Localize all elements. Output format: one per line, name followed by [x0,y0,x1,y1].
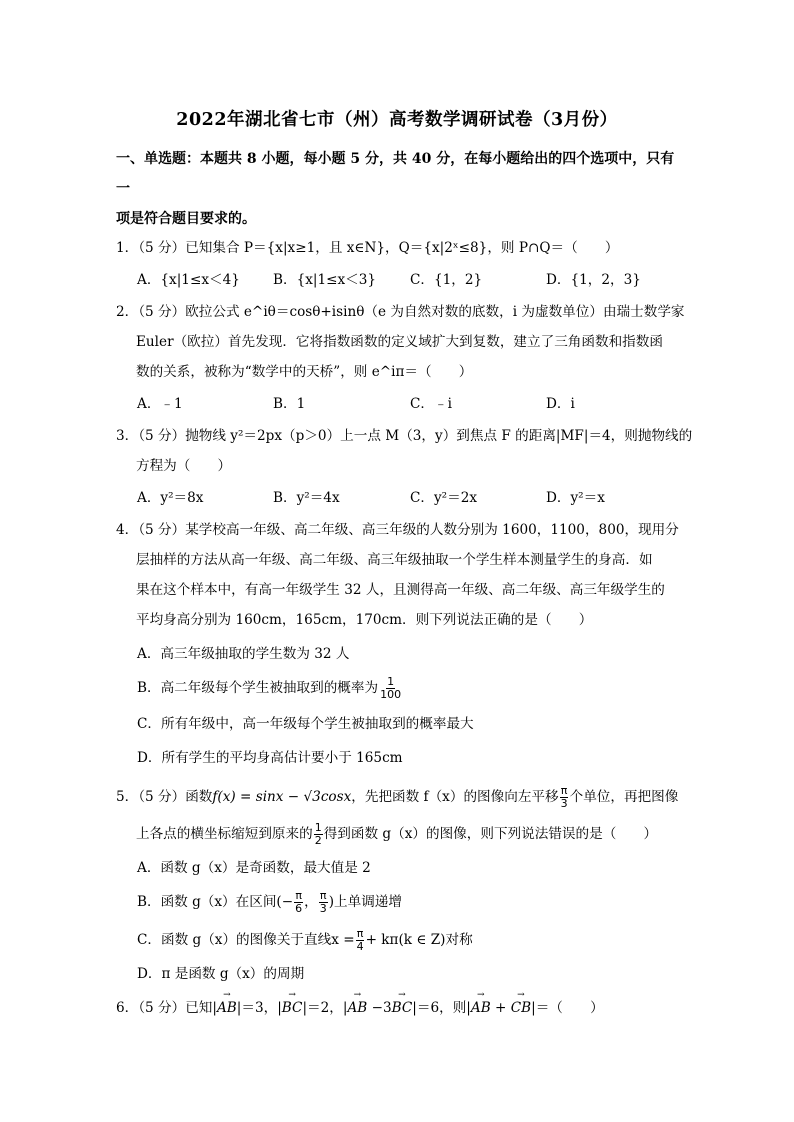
question-1-option-b: B．{x|1≤x＜3} [273,272,377,288]
stem-text: −3 [367,1000,392,1016]
vector-bc: → BC [392,1000,413,1016]
vector-ab: → AB [347,1000,367,1016]
option-text: B．函数 g（x）在区间(− [137,894,294,910]
question-5-text-b: ，先把函数 f（x）的图像向左平移 [351,789,559,805]
fraction [560,785,569,810]
question-5-text-e: 得到函数 g（x）的图像，则下列说法错误的是（ ） [323,826,658,842]
question-5-option-c [137,928,473,953]
section-heading-line1: 一、单选题：本题共 8 小题，每小题 5 分，共 40 分，在每小题给出的四个选项中，只有一 [116,151,675,197]
section-heading [116,144,686,234]
fraction-numerator: π [319,889,327,902]
question-4-option-b [137,676,403,701]
question-4-option-b-text: B．高二年级每个学生被抽取到的概率为 [137,680,379,696]
question-3-option-d: D．y²＝x [546,490,605,506]
question-4-line2: 层抽样的方法从高一年级、高二年级、高三年级抽取一个学生样本测量学生的身高．如 [136,552,653,568]
stem-text: + [490,1000,511,1016]
question-1-stem: 1．（5 分）已知集合 P＝{x|x≥1，且 x∈N}，Q＝{x|2ˣ≤8}，则 P∩Q＝（ ） [116,240,619,256]
fraction-denominator: 4 [356,940,364,953]
question-5-text-c: 个单位，再把图像 [569,789,679,805]
question-3-line2: 方程为（ ） [136,458,232,474]
question-3-option-b: B．y²＝4x [273,490,340,506]
question-4-option-c: C．所有年级中，高一年级每个学生被抽取到的概率最大 [137,716,474,732]
stem-text: |＝6，则| [412,1000,471,1016]
fraction-denominator: 3 [319,902,327,915]
vector-bc: → BC [282,1000,303,1016]
option-text: )上单调递增 [328,894,402,910]
question-5-line1 [116,785,678,810]
fraction-denominator: 6 [295,902,303,915]
fraction-numerator: π [356,927,364,940]
fraction [319,890,328,915]
question-2-line2: Euler（欧拉）首先发现．它将指数函数的定义域扩大到复数，建立了三角函数和指数函 [136,334,663,350]
question-4-option-a: A．高三年级抽取的学生数为 32 人 [137,646,350,662]
question-2-line1: 2．（5 分）欧拉公式 e^iθ＝cosθ+isinθ（e 为自然对数的底数，i 为虚数单位）由瑞士数学家 [116,304,685,320]
question-5-text-d: 上各点的横坐标缩短到原来的 [136,826,313,842]
question-5-line2 [136,822,657,847]
question-2-option-b: B．1 [273,396,306,412]
question-3-option-a: A．y²＝8x [137,490,204,506]
question-1-option-a: A．{x|1≤x＜4} [137,272,240,288]
question-5-option-b [137,890,402,915]
fraction [294,890,303,915]
fraction [379,676,402,701]
fraction-numerator: 1 [314,821,322,834]
fraction [314,822,323,847]
question-1-option-d: D．{1，2，3} [546,272,641,288]
question-2-option-d: D．i [546,396,575,412]
stem-text: |＝2，| [302,1000,348,1016]
question-4-option-d: D．所有学生的平均身高估计要小于 165cm [137,750,403,766]
question-4-line4: 平均身高分别为 160cm，165cm，170cm．则下列说法正确的是（ ） [136,612,593,628]
question-5-text-a: 5．（5 分）函数 [116,789,213,805]
stem-text: |＝3，| [236,1000,282,1016]
option-text: ， [304,894,318,910]
fraction-numerator: 1 [387,675,395,688]
question-2-option-a: A．﹣1 [137,396,183,412]
question-1-option-c: C．{1，2} [410,272,483,288]
page-title: 2022年湖北省七市（州）高考数学调研试卷（3月份） [176,110,618,130]
question-6-stem [116,996,604,1016]
vector-ab: → AB [471,1000,491,1016]
option-text: C．函数 g（x）的图像关于直线x = [137,932,355,948]
question-5-option-a: A．函数 g（x）是奇函数，最大值是 2 [137,860,371,876]
option-text: + kπ(k ∈ Z)对称 [365,932,473,948]
question-2-option-c: C．﹣i [410,396,452,412]
fraction [356,928,365,953]
stem-text: |＝（ ） [531,1000,604,1016]
question-2-line3: 数的关系，被称为“数学中的天桥”，则 e^iπ＝（ ） [136,364,473,380]
fraction-denominator: 3 [560,797,568,810]
question-4-line1: 4．（5 分）某学校高一年级、高二年级、高三年级的人数分别为 1600，1100，800，现用分 [116,522,679,538]
question-5-function: f(x) = sinx − √3cosx [212,789,352,805]
fraction-numerator: π [295,889,302,902]
fraction-numerator: π [560,784,568,797]
fraction-denominator: 100 [380,688,402,701]
vector-ab: → AB [217,1000,237,1016]
question-5-option-d: D．π 是函数 g（x）的周期 [137,966,305,982]
vector-cb: → CB [511,1000,531,1016]
question-3-option-c: C．y²＝2x [410,490,478,506]
stem-text: 6．（5 分）已知| [116,1000,217,1016]
question-4-line3: 果在这个样本中，有高一年级学生 32 人，且测得高一年级、高二年级、高三年级学生的 [136,582,665,598]
question-3-line1: 3．（5 分）抛物线 y²＝2px（p＞0）上一点 M（3，y）到焦点 F 的距离|MF|＝4，则抛物线的 [116,428,693,444]
section-heading-line2: 项是符合题目要求的。 [116,211,256,227]
fraction-denominator: 2 [314,834,322,847]
